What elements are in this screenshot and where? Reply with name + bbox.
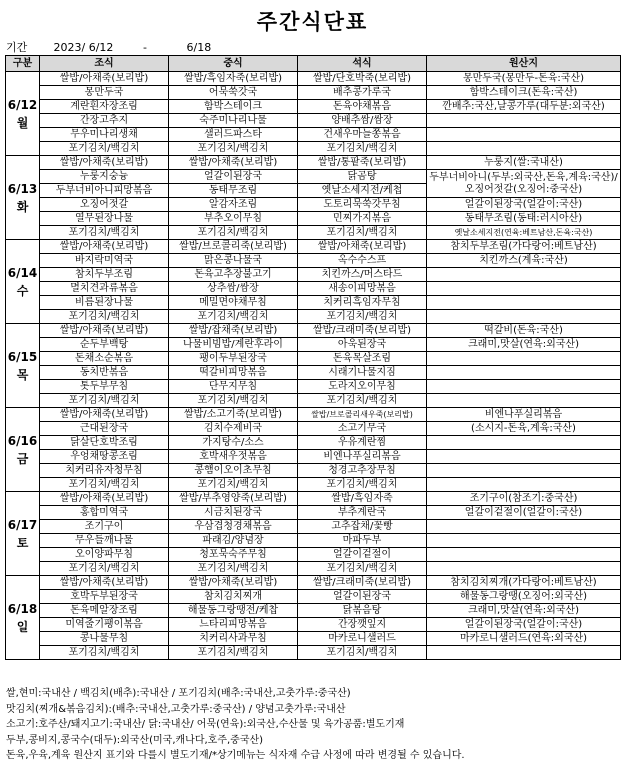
breakfast-item: 쌀밥/아채죽(보리밥) [40,408,169,422]
origin-item: 몽만두국(몽만두-돈육:국산) [427,72,621,86]
origin-item: 치킨까스(계육:국산) [427,254,621,268]
day-date: 6/16 [7,433,38,448]
day-date: 6/14 [7,265,38,280]
breakfast-item: 무우미나리생채 [40,128,169,142]
lunch-item: 단무지무침 [169,380,298,394]
breakfast-item: 닭살단호박조림 [40,436,169,450]
dinner-item: 시래기나물지짐 [298,366,427,380]
dinner-item: 쌀밥/통팥죽(보리밥) [298,156,427,170]
origin-item: 옛날소세지전(연육:베트남산,돈육:국산) [427,226,621,240]
table-row [6,170,621,184]
origin-item [427,366,621,380]
origin-item [427,534,621,548]
origin-item: 누룽지(쌀:국내산) [427,156,621,170]
table-row [6,576,621,590]
origin-item: (소시지-돈육,계육:국산) [427,422,621,436]
dinner-item: 포기김치/백김치 [298,562,427,576]
breakfast-item: 계란흰자장조림 [40,100,169,114]
dinner-item: 쌀밥/브로콜리새우죽(보리밥) [298,408,427,422]
lunch-item: 시금치된장국 [169,506,298,520]
lunch-item: 포기김치/백김치 [169,142,298,156]
lunch-item: 얼갈이된장국 [169,170,298,184]
table-row [6,646,621,660]
day-date: 6/17 [7,517,38,532]
lunch-item: 포기김치/백김치 [169,478,298,492]
breakfast-item: 두부너비아니피망볶음 [40,184,169,198]
breakfast-item: 콩나물무침 [40,632,169,646]
header-breakfast: 조식 [40,56,169,72]
table-row [6,408,621,422]
breakfast-item: 호박두부된장국 [40,590,169,604]
table-row [6,296,621,310]
dinner-item: 포기김치/백김치 [298,310,427,324]
dinner-item: 마파두부 [298,534,427,548]
breakfast-item: 쌀밥/아채죽(보리밥) [40,240,169,254]
table-row [6,632,621,646]
dinner-item: 간장깻잎지 [298,618,427,632]
lunch-item: 쌀밥/아채죽(보리밥) [169,576,298,590]
dinner-item: 도토리묵쑥갓무침 [298,198,427,212]
dinner-item: 닭곰탕 [298,170,427,184]
breakfast-item: 몽만두국 [40,86,169,100]
breakfast-item: 동치반볶음 [40,366,169,380]
breakfast-item: 오징어젓갈 [40,198,169,212]
table-row [6,240,621,254]
note-line: 소고기:호주산/돼지고기:국내산/ 닭:국내산/ 어묵(연육):외국산,수산물 및 육가공품:별도기재 [6,719,405,730]
origin-item: 얼갈이된장국(얼갈이:국산) [427,198,621,212]
breakfast-item: 누룽지숭늉 [40,170,169,184]
header-dinner: 석식 [298,56,427,72]
day-date: 6/13 [7,181,38,196]
period-dash: - [143,41,147,54]
dinner-item: 치킨까스/머스타드 [298,268,427,282]
breakfast-item: 쌀밥/아채죽(보리밥) [40,324,169,338]
day-cell [6,492,40,576]
breakfast-item: 열무된장나물 [40,212,169,226]
origin-item [427,114,621,128]
lunch-item: 김치수제비국 [169,422,298,436]
dinner-item: 돈육목살조림 [298,352,427,366]
lunch-item: 돈육고추장불고기 [169,268,298,282]
origin-item [427,352,621,366]
dinner-item: 쌀밥/단호박죽(보리밥) [298,72,427,86]
origin-item [427,646,621,660]
table-row [6,128,621,142]
lunch-item: 메밀면야채무침 [169,296,298,310]
breakfast-item: 쌀밥/아채죽(보리밥) [40,156,169,170]
origin-item [427,436,621,450]
breakfast-item: 치커리유자청무침 [40,464,169,478]
dinner-item: 포기김치/백김치 [298,226,427,240]
lunch-item: 팽이두부된장국 [169,352,298,366]
breakfast-item: 바지락미역국 [40,254,169,268]
lunch-item: 느타리피망볶음 [169,618,298,632]
table-row [6,604,621,618]
table-row [6,338,621,352]
day-cell [6,72,40,156]
lunch-item: 포기김치/백김치 [169,646,298,660]
origin-item [427,268,621,282]
lunch-item: 쌀밥/소고기죽(보리밥) [169,408,298,422]
lunch-item: 포기김치/백김치 [169,226,298,240]
lunch-item: 가지탕수/소스 [169,436,298,450]
breakfast-item: 쌀밥/아채죽(보리밥) [40,576,169,590]
period-end: 6/18 [186,41,212,54]
breakfast-item: 홍합미역국 [40,506,169,520]
breakfast-item: 미역줄기팽이볶음 [40,618,169,632]
origin-item: 비엔나푸실리볶음 [427,408,621,422]
table-row [6,380,621,394]
table-row [6,86,621,100]
table-row [6,562,621,576]
origin-item: 동태무조림(동태:러시아산) [427,212,621,226]
dinner-item: 쌀밥/아채죽(보리밥) [298,240,427,254]
table-row [6,212,621,226]
dinner-item: 마카로니샐러드 [298,632,427,646]
day-cell [6,156,40,240]
day-weekday: 금 [16,451,29,466]
breakfast-item: 톳두부무침 [40,380,169,394]
origin-notes [6,686,621,764]
table-row [6,282,621,296]
origin-item: 해물동그랑땡(오징어:외국산) [427,590,621,604]
table-row [6,156,621,170]
breakfast-item: 순두부백탕 [40,338,169,352]
dinner-item: 새송이피망볶음 [298,282,427,296]
note-line: 맛김치(찌개&볶음김치):(배추:국내산,고춧가루:중국산) / 양념고춧가루:국내산 [6,703,346,715]
lunch-item: 청포묵숙주무침 [169,548,298,562]
breakfast-item: 포기김치/백김치 [40,478,169,492]
origin-item: 크래미,맛살(연육:외국산) [427,338,621,352]
lunch-item: 떡갈비피망볶음 [169,366,298,380]
origin-item: 두부너비아니(두부:외국산,돈육,계육:국산)/오징어젓갈(오징어:중국산) [427,170,621,198]
origin-item [427,380,621,394]
breakfast-item: 무우들깨나물 [40,534,169,548]
table-row [6,618,621,632]
table-row [6,114,621,128]
menu-table [5,55,621,660]
lunch-item: 함박스테이크 [169,100,298,114]
dinner-item: 청경고추장무침 [298,464,427,478]
lunch-item: 어묵쑥갓국 [169,86,298,100]
dinner-item: 민찌가지볶음 [298,212,427,226]
note-line: 두부,콩비지,콩국수(대두):외국산(미국,캐나다,호주,중국산) [6,734,264,746]
lunch-item: 쌀밥/브로콜리죽(보리밥) [169,240,298,254]
origin-item [427,548,621,562]
lunch-item: 맑은콩나물국 [169,254,298,268]
table-row [6,548,621,562]
dinner-item: 도라지오이무침 [298,380,427,394]
origin-item: 깐배추:국산,날콩가루(대두분:외국산) [427,100,621,114]
lunch-item: 해물동그랑땡전/케찹 [169,604,298,618]
dinner-item: 닭볶음탕 [298,604,427,618]
dinner-item: 포기김치/백김치 [298,646,427,660]
dinner-item: 포기김치/백김치 [298,394,427,408]
day-weekday: 화 [16,199,29,214]
origin-item: 참치김치찌개(가다랑어:베트남산) [427,576,621,590]
lunch-item: 포기김치/백김치 [169,394,298,408]
day-cell [6,240,40,324]
header-category: 구분 [6,56,40,72]
lunch-item: 쌀밥/흑임자죽(보리밥) [169,72,298,86]
table-row [6,478,621,492]
origin-item: 마카로니샐러드(연육:외국산) [427,632,621,646]
origin-item [427,142,621,156]
lunch-item: 파래김/양념장 [169,534,298,548]
origin-item: 참치두부조림(가다랑어:베트남산) [427,240,621,254]
lunch-item: 호박새우젓볶음 [169,450,298,464]
origin-item [427,562,621,576]
breakfast-item: 포기김치/백김치 [40,646,169,660]
dinner-item: 옥수수스프 [298,254,427,268]
breakfast-item: 참치두부조림 [40,268,169,282]
dinner-item: 옛날소세지전/케첩 [298,184,427,198]
lunch-item: 동태무조림 [169,184,298,198]
dinner-item: 비엔나푸실리볶음 [298,450,427,464]
breakfast-item: 조기구이 [40,520,169,534]
table-row [6,72,621,86]
table-row [6,226,621,240]
breakfast-item: 돈채소순볶음 [40,352,169,366]
table-row [6,352,621,366]
day-date: 6/18 [7,601,38,616]
note-line: 쌀,현미:국내산 / 백김치(배추):국내산 / 포기김치(배추:국내산,고춧가루:중국산) [6,688,351,699]
dinner-item: 배추콩가루국 [298,86,427,100]
table-row [6,324,621,338]
table-row [6,366,621,380]
table-row [6,492,621,506]
day-weekday: 월 [16,115,29,130]
lunch-item: 부추오이무침 [169,212,298,226]
table-row [6,100,621,114]
origin-item: 떡갈비(돈육:국산) [427,324,621,338]
origin-item [427,450,621,464]
table-row [6,520,621,534]
table-row [6,590,621,604]
period [6,39,211,55]
table-row [6,268,621,282]
lunch-item: 나물비빔밥/계란후라이 [169,338,298,352]
dinner-item: 얼갈이겉절이 [298,548,427,562]
lunch-item: 콩햄이오이초무침 [169,464,298,478]
table-row [6,534,621,548]
origin-item [427,282,621,296]
day-cell [6,408,40,492]
dinner-item: 건새우마늘쫑볶음 [298,128,427,142]
breakfast-item: 포기김치/백김치 [40,310,169,324]
dinner-item: 소고기무국 [298,422,427,436]
origin-item [427,464,621,478]
dinner-item: 포기김치/백김치 [298,142,427,156]
origin-item: 조기구이(참조기:중국산) [427,492,621,506]
breakfast-item: 쌀밥/아채죽(보리밥) [40,492,169,506]
table-row [6,422,621,436]
origin-item: 함박스테이크(돈육:국산) [427,86,621,100]
table-row [6,198,621,212]
lunch-item: 쌀밥/잡채죽(보리밥) [169,324,298,338]
lunch-item: 치커리사과무침 [169,632,298,646]
day-weekday: 목 [16,367,29,382]
table-row [6,506,621,520]
page-title: 주간식단표 [256,10,369,34]
dinner-item: 얼갈이된장국 [298,590,427,604]
table-row [6,464,621,478]
lunch-item: 숙주미나리나물 [169,114,298,128]
lunch-item: 쌀밥/아채죽(보리밥) [169,156,298,170]
lunch-item: 우삼겹청경채볶음 [169,520,298,534]
origin-item: 얼갈이겉절이(얼갈이:국산) [427,506,621,520]
breakfast-item: 포기김치/백김치 [40,226,169,240]
origin-item [427,296,621,310]
table-row [6,142,621,156]
dinner-item: 아욱된장국 [298,338,427,352]
day-weekday: 일 [16,619,29,634]
lunch-item: 포기김치/백김치 [169,310,298,324]
origin-item [427,310,621,324]
lunch-item: 상추쌈/쌈장 [169,282,298,296]
origin-item [427,394,621,408]
dinner-item: 포기김치/백김치 [298,478,427,492]
table-row [6,394,621,408]
header-lunch: 중식 [169,56,298,72]
day-date: 6/15 [7,349,38,364]
breakfast-item: 포기김치/백김치 [40,142,169,156]
origin-item [427,128,621,142]
dinner-item: 치커리흑임자무침 [298,296,427,310]
header-origin: 원산지 [427,56,621,72]
breakfast-item: 오이양파무침 [40,548,169,562]
dinner-item: 양배추쌈/쌈장 [298,114,427,128]
day-weekday: 수 [16,283,29,298]
breakfast-item: 비름된장나물 [40,296,169,310]
lunch-item: 쌀밥/부추영양죽(보리밥) [169,492,298,506]
lunch-item: 참치김치찌개 [169,590,298,604]
day-weekday: 토 [16,535,29,550]
dinner-item: 쌀밥/크래미죽(보리밥) [298,576,427,590]
table-row [6,310,621,324]
breakfast-item: 멸치견과류볶음 [40,282,169,296]
dinner-item: 고추잡채/꽃빵 [298,520,427,534]
table-row [6,254,621,268]
dinner-item: 우유계란찜 [298,436,427,450]
day-cell [6,324,40,408]
table-row [6,436,621,450]
table-row [6,450,621,464]
breakfast-item: 포기김치/백김치 [40,562,169,576]
origin-item [427,478,621,492]
lunch-item: 포기김치/백김치 [169,562,298,576]
lunch-item: 샐러드파스타 [169,128,298,142]
note-line: 돈육,우육,계육 원산지 표기와 다를시 별도기재/*상기메뉴는 식자재 수급 사정에 따라 변경될 수 있습니다. [6,750,465,761]
header-row [6,56,621,72]
breakfast-item: 우엉채땅콩조림 [40,450,169,464]
lunch-item: 알감자조림 [169,198,298,212]
dinner-item: 쌀밥/크래미죽(보리밥) [298,324,427,338]
dinner-item: 쌀밥/흑임자죽 [298,492,427,506]
dinner-item: 부추계란국 [298,506,427,520]
period-label: 기간 [6,41,28,54]
dinner-item: 돈육야채볶음 [298,100,427,114]
breakfast-item: 포기김치/백김치 [40,394,169,408]
origin-item: 얼갈이된장국(얼갈이:국산) [427,618,621,632]
day-cell [6,576,40,660]
breakfast-item: 간장고추지 [40,114,169,128]
breakfast-item: 쌀밥/아채죽(보리밥) [40,72,169,86]
day-date: 6/12 [7,97,38,112]
origin-item [427,520,621,534]
breakfast-item: 돈육메알장조림 [40,604,169,618]
breakfast-item: 근대된장국 [40,422,169,436]
origin-item: 크래미,맛살(연육:외국산) [427,604,621,618]
period-start: 2023/ 6/12 [53,41,114,54]
